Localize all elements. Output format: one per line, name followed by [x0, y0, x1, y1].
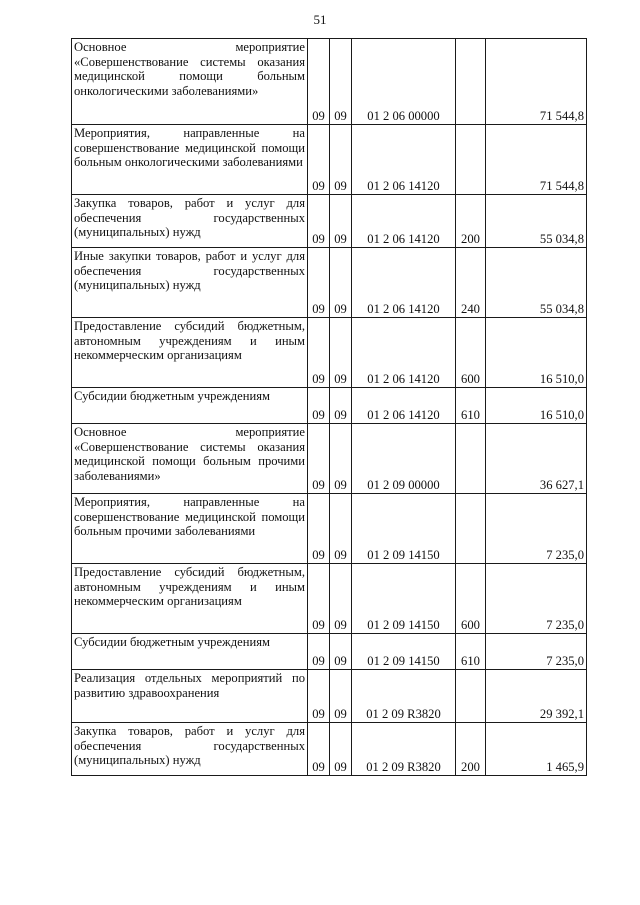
row-expense-type	[456, 494, 486, 564]
row-subsection: 09	[330, 195, 352, 248]
row-section: 09	[308, 39, 330, 125]
row-subsection: 09	[330, 723, 352, 776]
row-name: Мероприятия, направленные на совершенствование медицинской помощи больным онкологическими заболеваниями	[72, 125, 308, 195]
row-section: 09	[308, 494, 330, 564]
row-subsection: 09	[330, 318, 352, 388]
row-amount: 55 034,8	[486, 195, 587, 248]
row-expense-type	[456, 670, 486, 723]
row-expense-type: 200	[456, 195, 486, 248]
table-row	[72, 39, 587, 125]
row-section: 09	[308, 318, 330, 388]
row-name: Закупка товаров, работ и услуг для обеспечения государственных (муниципальных) нужд	[72, 195, 308, 248]
row-target-article: 01 2 09 14150	[352, 564, 456, 634]
row-amount: 7 235,0	[486, 564, 587, 634]
row-amount: 29 392,1	[486, 670, 587, 723]
row-amount: 71 544,8	[486, 125, 587, 195]
row-subsection: 09	[330, 494, 352, 564]
table-row	[72, 388, 587, 424]
row-expense-type	[456, 424, 486, 494]
row-expense-type: 610	[456, 634, 486, 670]
row-section: 09	[308, 564, 330, 634]
row-amount: 71 544,8	[486, 39, 587, 125]
row-target-article: 01 2 06 14120	[352, 195, 456, 248]
row-subsection: 09	[330, 564, 352, 634]
row-name: Закупка товаров, работ и услуг для обеспечения государственных (муниципальных) нужд	[72, 723, 308, 776]
row-expense-type	[456, 125, 486, 195]
row-name: Мероприятия, направленные на совершенствование медицинской помощи больным прочими заболеваниями	[72, 494, 308, 564]
row-section: 09	[308, 424, 330, 494]
row-target-article: 01 2 09 R3820	[352, 670, 456, 723]
table-row	[72, 248, 587, 318]
row-expense-type: 600	[456, 318, 486, 388]
row-expense-type	[456, 39, 486, 125]
table-row	[72, 318, 587, 388]
row-name: Реализация отдельных мероприятий по развитию здравоохранения	[72, 670, 308, 723]
row-subsection: 09	[330, 39, 352, 125]
row-name: Основное мероприятие «Совершенствование системы оказания медицинской помощи больным прочими заболеваниями»	[72, 424, 308, 494]
row-section: 09	[308, 125, 330, 195]
row-target-article: 01 2 09 14150	[352, 494, 456, 564]
budget-table	[71, 38, 587, 776]
row-name: Субсидии бюджетным учреждениям	[72, 634, 308, 670]
row-expense-type: 600	[456, 564, 486, 634]
row-name: Предоставление субсидий бюджетным, автономным учреждениям и иным некоммерческим организациям	[72, 564, 308, 634]
row-subsection: 09	[330, 424, 352, 494]
table-row	[72, 424, 587, 494]
row-amount: 16 510,0	[486, 318, 587, 388]
table-row	[72, 564, 587, 634]
table-row	[72, 634, 587, 670]
row-target-article: 01 2 09 R3820	[352, 723, 456, 776]
row-section: 09	[308, 195, 330, 248]
row-name: Предоставление субсидий бюджетным, автономным учреждениям и иным некоммерческим организациям	[72, 318, 308, 388]
row-expense-type: 200	[456, 723, 486, 776]
table-row	[72, 670, 587, 723]
row-subsection: 09	[330, 670, 352, 723]
row-target-article: 01 2 06 14120	[352, 388, 456, 424]
row-name: Иные закупки товаров, работ и услуг для обеспечения государственных (муниципальных) нужд	[72, 248, 308, 318]
row-section: 09	[308, 248, 330, 318]
row-target-article: 01 2 06 14120	[352, 125, 456, 195]
table-row	[72, 125, 587, 195]
page-number: 51	[313, 12, 327, 27]
row-target-article: 01 2 09 00000	[352, 424, 456, 494]
row-subsection: 09	[330, 248, 352, 318]
row-target-article: 01 2 06 00000	[352, 39, 456, 125]
row-subsection: 09	[330, 388, 352, 424]
row-expense-type: 240	[456, 248, 486, 318]
row-amount: 1 465,9	[486, 723, 587, 776]
table-row	[72, 195, 587, 248]
row-subsection: 09	[330, 125, 352, 195]
row-section: 09	[308, 388, 330, 424]
row-amount: 16 510,0	[486, 388, 587, 424]
row-section: 09	[308, 670, 330, 723]
row-target-article: 01 2 06 14120	[352, 248, 456, 318]
row-amount: 55 034,8	[486, 248, 587, 318]
row-amount: 36 627,1	[486, 424, 587, 494]
row-target-article: 01 2 06 14120	[352, 318, 456, 388]
table-row	[72, 494, 587, 564]
row-amount: 7 235,0	[486, 494, 587, 564]
row-name: Субсидии бюджетным учреждениям	[72, 388, 308, 424]
row-target-article: 01 2 09 14150	[352, 634, 456, 670]
row-section: 09	[308, 723, 330, 776]
row-amount: 7 235,0	[486, 634, 587, 670]
row-section: 09	[308, 634, 330, 670]
row-expense-type: 610	[456, 388, 486, 424]
row-subsection: 09	[330, 634, 352, 670]
table-row	[72, 723, 587, 776]
budget-table-body	[72, 39, 587, 776]
row-name: Основное мероприятие «Совершенствование системы оказания медицинской помощи больным онкологическими заболеваниями»	[72, 39, 308, 125]
